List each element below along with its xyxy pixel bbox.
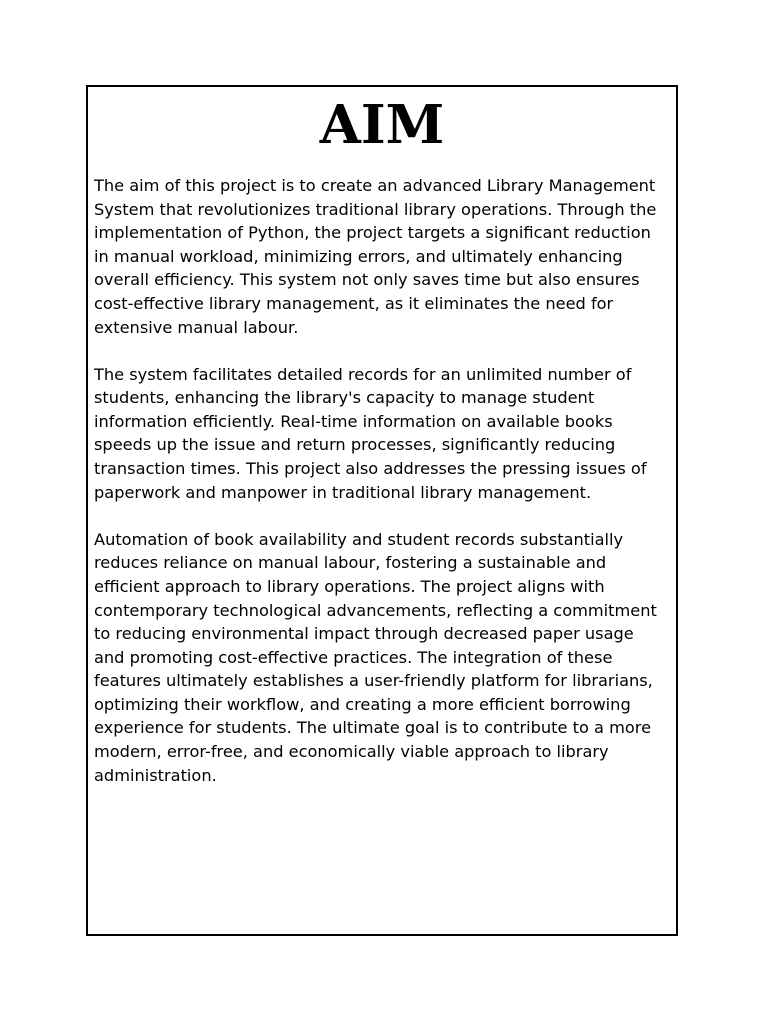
- page-border-frame: [86, 85, 678, 936]
- paragraph-3: Automation of book availability and student records substantially reduces reliance on manual labour, fostering a sustainable and efficient approach to library operations. The project aligns with contemporary technological advancements, reflecting a commitment to reducing environmental impact through decreased paper usage and promoting cost-effective practices. The integration of these features ultimately establishes a user-friendly platform for librarians, optimizing their workflow, and creating a more efficient borrowing experience for students. The ultimate goal is to contribute to a more modern, error-free, and economically viable approach to library administration.: [94, 529, 657, 785]
- body-text: [94, 174, 676, 811]
- page-title: AIM: [319, 94, 445, 156]
- paragraph-1: The aim of this project is to create an advanced Library Management System that revolutionizes traditional library operations. Through the implementation of Python, the project targets a significant reduction in manual workload, minimizing errors, and ultimately enhancing overall efficiency. This system not only saves time but also ensures cost-effective library management, as it eliminates the need for extensive manual labour.: [94, 176, 657, 337]
- paragraph-2: The system facilitates detailed records for an unlimited number of students, enhancing the library's capacity to manage student information efficiently. Real-time information on available books speeds up the issue and return processes, significantly reducing transaction times. This project also addresses the pressing issues of paperwork and manpower in traditional library management.: [94, 364, 647, 502]
